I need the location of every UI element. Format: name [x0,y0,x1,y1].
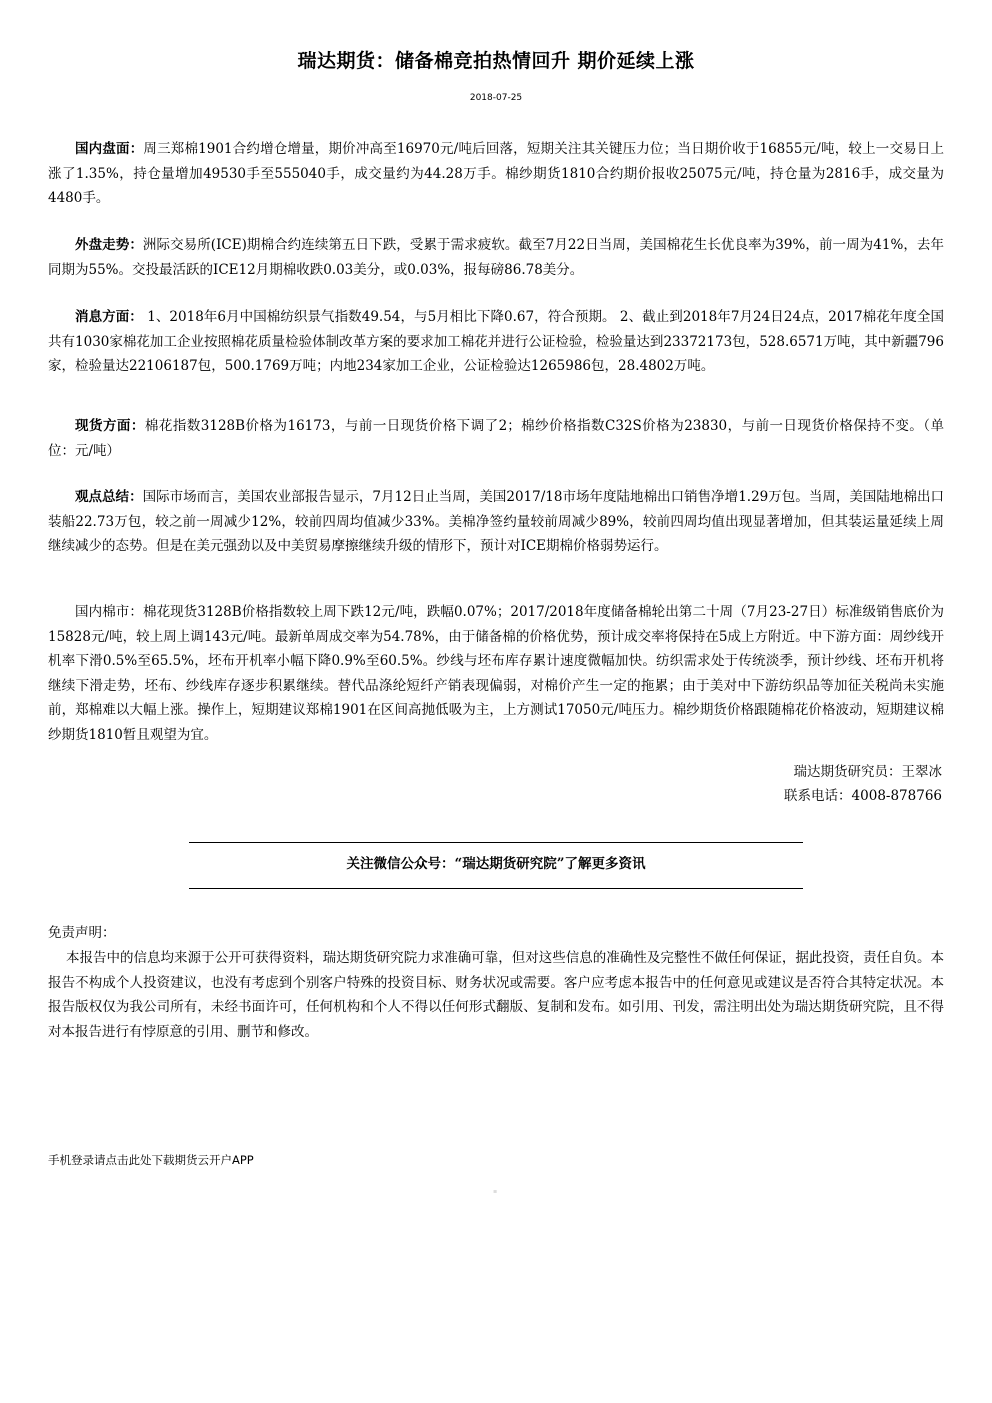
section-text: 棉花指数3128B价格为16173，与前一日现货价格下调了2；棉纱价格指数C32S价格为23830，与前一日现货价格保持不变。（单位：元/吨） [48,418,945,459]
report-date: 2018-07-25 [469,93,523,103]
section-label: 现货方面： [75,418,145,434]
researcher-signature: 瑞达期货研究员：王翠冰 [793,764,942,780]
section-text: 周三郑棉1901合约增仓增量，期价冲高至16970元/吨后回落，短期关注其关键压力位；当日期价收于16855元/吨，较上一交易日上涨了1.35%，持仓量增加49530手至555040手，成交量约为44.28万手。棉纱期货1810合约期价报收25075元/吨，持仓量为2816手，成交量为4480手。 [48,141,945,206]
page-marker: ≡ [493,1189,498,1195]
section-news [48,305,944,379]
wechat-notice: 关注微信公众号：“瑞达期货研究院”了解更多资讯 [346,856,646,872]
section-domestic-market [48,137,944,211]
section-text: 国际市场而言，美国农业部报告显示，7月12日止当周，美国2017/18市场年度陆地棉出口销售净增1.29万包。当周，美国陆地棉出口装船22.73万包，较之前一周减少12%，较前四周均值减少33%。美棉净签约量较前周减少89%，较前四周均值出现显著增加，但其装运量延续上周继续减少的态势。但是在美元强劲以及中美贸易摩擦继续升级的情形下，预计对ICE期棉价格弱势运行。 [48,489,944,554]
divider-bottom [189,888,803,889]
disclaimer-heading: 免责声明： [48,925,116,941]
section-text: 洲际交易所(ICE)期棉合约连续第五日下跌，受累于需求疲软。截至7月22日当周，美国棉花生长优良率为39%，前一周为41%，去年同期为55%。交投最活跃的ICE12月期棉收跌0.03美分，或0.03%，报每磅86.78美分。 [48,237,945,278]
app-download-link[interactable]: 手机登录请点击此处下载期货云开户APP [48,1153,254,1167]
page-title: 瑞达期货：储备棉竞拍热情回升 期价延续上涨 [297,50,695,72]
section-spot [48,414,944,463]
section-label: 国内盘面： [75,141,144,157]
disclaimer-text: 本报告中的信息均来源于公开可获得资料，瑞达期货研究院力求准确可靠，但对这些信息的准确性及完整性不做任何保证，据此投资，责任自负。本报告不构成个人投资建议，也没有考虑到个别客户特殊的投资目标、财务状况或需要。客户应考虑本报告中的任何意见或建议是否符合其特定状况。本报告版权仅为我公司所有，未经书面许可，任何机构和个人不得以任何形式翻版、复制和发布。如引用、刊发，需注明出处为瑞达期货研究院，且不得对本报告进行有悖原意的引用、删节和修改。 [48,950,944,1040]
section-summary [48,485,944,559]
section-label: 消息方面： [75,309,143,325]
section-label: 外盘走势： [75,237,143,253]
section-label: 观点总结： [75,489,143,505]
divider-top [189,842,803,843]
section-domestic-cotton [48,600,944,747]
section-text: 1、2018年6月中国棉纺织景气指数49.54，与5月相比下降0.67，符合预期。 2、截止到2018年7月24日24点，2017棉花年度全国共有1030家棉花加工企业按照棉花质量检验体制改革方案的要求加工棉花并进行公证检验，检验量达到23372173包，528.6571万吨，其中新疆796家，检验量达22106187包，500.1769万吨；内地234家加工企业，公证检验达1265986包，28.4802万吨。 [48,309,945,374]
section-text: 国内棉市：棉花现货3128B价格指数较上周下跌12元/吨，跌幅0.07%；2017/2018年度储备棉轮出第二十周（7月23-27日）标准级销售底价为15828元/吨，较上周上调143元/吨。最新单周成交率为54.78%，由于储备棉的价格优势，预计成交率将保持在5成上方附近。中下游方面：周纱线开机率下滑0.5%至65.5%，坯布开机率小幅下降0.9%至60.5%。纱线与坯布库存累计速度微幅加快。纺织需求处于传统淡季，预计纱线、坯布开机将继续下滑走势，坯布、纱线库存逐步积累继续。替代品涤纶短纤产销表现偏弱，对棉价产生一定的拖累；由于美对中下游纺织品等加征关税尚未实施前，郑棉难以大幅上涨。操作上，短期建议郑棉1901在区间高抛低吸为主，上方测试17050元/吨压力。棉纱期货价格跟随棉花价格波动，短期建议棉纱期货1810暂且观望为宜。 [48,604,944,743]
section-overseas-market [48,233,944,282]
contact-phone: 联系电话：4008-878766 [784,788,942,804]
